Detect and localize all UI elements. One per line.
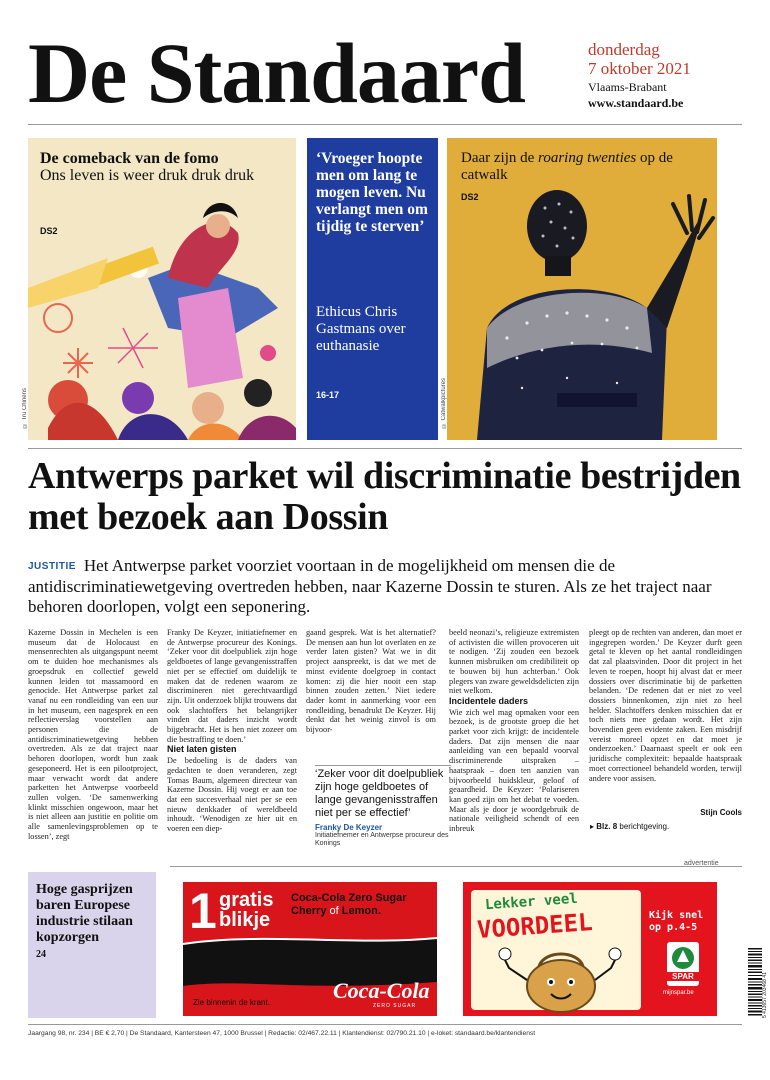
teaser-euthanasie-quote: ‘Vroeger hoopte men om lang te mogen leven. Nu verlangt men om tijdig te sterven’ <box>316 150 428 235</box>
coke-flavour-or: of <box>326 905 342 917</box>
website-link[interactable]: www.standaard.be <box>588 96 684 110</box>
article-col4-text-b: Wie zich wel mag opmaken voor een bezoek, is de grootste groep die het parket voor zich krijgt: de incidentele daders. Dat zijn mensen die naar aanleiding van een bepaald voorval discriminerende uitspraken – haatspraak – doen ten aanzien van bijvoorbeeld huidskleur, geloof of geaardheid. De Keyzer: ‘Polariseren kan goed zijn om het debat te voeden. Maar als je door je woordgebruik de nationale veiligheid schendt of een inbreuk <box>449 707 579 834</box>
teaser-fomo-credit: © Tru Chinens <box>22 388 28 429</box>
spar-slogan-1: Lekker veel <box>484 890 579 914</box>
teaser-catwalk-title-em: roaring twenties <box>538 150 637 166</box>
pullquote-text: ‘Zeker voor dit doelpubliek zijn hoge geldboetes of lange gevangenisstraffen niet per se effectief’ <box>315 768 444 819</box>
article-col1-text: Kazerne Dossin in Mechelen is een museum dat de Holocaust en mensenrechten als uitgangspunt neemt om te duiden hoe mechanismes als groepsdruk en collectief geweld kunnen leiden tot massamoord en genocide. Het Antwerpse parket zal vanaf nu een rondleiding van een uur in het museum, een nagesprek en een reflectieverslag voorstellen aan personen die de antidiscriminatiewetgeving hebben overtreden. Als ze dat traject naar behoren doorlopen, wordt hun zaak geseponeerd. Het is een pilootproject, maar verwacht wordt dat andere parketten het Antwerpse voorbeeld zullen volgen. ‘De samenwerking klinkt misschien ongewoon, maar het is niet alleen aan justitie en politie om alle samenlevingsproblemen op te lossen’, zegt <box>28 628 158 841</box>
teaser-euthanasie-byline: Ethicus Chris Gastmans over euthanasie <box>316 304 406 354</box>
coke-logo: Coca-Cola <box>333 978 430 1003</box>
article-column-5 <box>589 628 742 783</box>
promo-title: Hoge gasprijzen baren Europese industrie stilaan kopzorgen <box>36 882 133 945</box>
issue-day: donderdag <box>588 40 660 59</box>
teaser-catwalk[interactable] <box>441 138 717 440</box>
teaser-divider <box>28 448 742 449</box>
teaser-catwalk-title-pre: Daar zijn de <box>461 150 539 166</box>
pullquote-name: Franky De Keyzer <box>315 823 383 832</box>
spar-site: mijnspar.be <box>663 990 694 996</box>
promo-gasprijzen[interactable] <box>28 872 156 1018</box>
barcode-number: 5 413657 203468 41 <box>762 972 768 1018</box>
coke-product-line1: Coca-Cola Zero Sugar <box>291 892 407 904</box>
article-lead-text: Het Antwerpse parket voorziet voortaan in de mogelijkheid om mensen die de antidiscriminatiewetgeving overtreden hebben, naar Kazerne Dossin te sturen. Als ze het traject naar behoren doorlopen, volgt een seponering. <box>28 556 712 616</box>
article-headline[interactable]: Antwerps parket wil discriminatie bestrijden met bezoek aan Dossin <box>28 455 741 538</box>
coke-number: 1 <box>189 883 217 939</box>
article-pullquote <box>315 765 451 848</box>
article-col2-text-a: Franky De Keyzer, initiatiefnemer en de Antwerpse procureur des Konings. ‘Zeker voor dit doelpubliek zijn hoge geldboetes of lange gevangenisstraffen niet per se effectief om duidelijk te maken dat de redenen waarom ze discrimineren niet gerechtvaardigd zijn. Uit onderzoek blijkt trouwens dat ook slachtoffers het belangrijker vinden dat daders inzicht wordt bijgebracht. Het is hen niet zozeer om die bestraffing te doen.’ <box>167 628 297 744</box>
article-column-2 <box>167 628 297 834</box>
teaser-fomo-kicker: De comeback van de fomo <box>40 150 219 167</box>
teaser-catwalk-section: DS2 <box>461 192 479 202</box>
article-col3-text: gaand gesprek. Wat is het alternatief? De mensen aan hun lot overlaten en ze verder laten gisten? Wat we in dit project aanspreekt, is dat we met de minst evidente doelgroep in contact komen: zij die hier nooit een stap binnen zouden zetten.’ Niet iedere dader komt in aanmerking voor een rondleiding, benadrukt De Keyzer. Hij denkt dat het weinig zinvol is om bijvoor- <box>306 628 436 735</box>
masthead-divider <box>28 124 742 125</box>
article-col4-text-a: beeld neonazi’s, religieuze extremisten of activisten die willen provoceren uit te nodigen. ‘Zij zouden een bezoek kunnen misbruiken om credibiliteit op te bouwen bij hun achterban.’ Ook plegers van zware geweldsdelicten zijn niet welkom. <box>449 628 579 696</box>
teaser-fomo-title: Ons leven is weer druk druk druk <box>40 167 255 184</box>
article-kicker: JUSTITIE <box>28 561 76 572</box>
footer-imprint: Jaargang 98, nr. 234 | BE € 2,70 | De Standaard, Kantersteen 47, 1000 Brussel | Redactie: 02/467.22.11 | Klantendienst: 02/790.21.10 | e-loket: standaard.be/klantendienst <box>28 1030 536 1037</box>
teaser-catwalk-credit: © Catwalkpictures <box>441 378 447 429</box>
coke-flavour-lemon: Lemon. <box>341 905 381 917</box>
see-also-page: Blz. 8 <box>596 822 618 831</box>
coke-logo-sub: ZERO SUGAR <box>373 1003 417 1009</box>
masthead-logo[interactable]: De Standaard <box>28 25 525 121</box>
spar-tree-icon <box>667 944 699 974</box>
article-column-1 <box>28 628 158 841</box>
article-see-also[interactable]: ▸ Blz. 8 berichtgeving. <box>590 822 670 831</box>
issue-date <box>588 40 691 78</box>
coke-blikje: blikje <box>219 909 271 931</box>
spar-cta-2: op p.4-5 <box>649 922 698 933</box>
coke-flavour-cherry: Cherry <box>291 905 327 917</box>
article-column-4 <box>449 628 579 834</box>
teaser-euthanasie-pages: 16-17 <box>316 390 340 400</box>
footer-divider <box>28 1024 742 1025</box>
advert-divider <box>170 866 742 867</box>
teaser-fomo-section: DS2 <box>40 226 58 236</box>
article-lead <box>28 556 742 617</box>
coke-gratis: gratis <box>219 889 274 911</box>
fomo-illustration <box>28 138 296 440</box>
advert-label: advertentie <box>684 860 719 867</box>
teaser-euthanasie[interactable] <box>307 138 438 440</box>
article-col5-text: pleegt op de rechten van anderen, dan moet er ingegrepen worden.’ De Keyzer durft geen getal te kleven op het aantal rondleidingen dat zal plaatsvinden. Door dit project in het leven te roepen, hoopt hij alvast dat er meer dossiers over discriminatie bij de parketten belanden. ‘De redenen dat er niet zo veel dossiers binnenkomen, zijn niet zo heel helder. Slachtoffers denken misschien dat er toch niets mee gedaan wordt. Het zijn bovendien geen evidente zaken. Een misdrijf vereist moreel opzet en dat moet je onderzoeken.’ Daarnaast speelt er ook een juridische complexiteit: bepaalde haatspraak moet correctioneel behandeld worden, terwijl andere voor assisen. <box>589 628 742 783</box>
article-col2-subheading: Niet laten gisten <box>167 744 237 755</box>
article-column-3 <box>306 628 436 735</box>
teaser-fomo[interactable] <box>22 138 296 440</box>
coke-cta: Zie binnenin de krant. <box>193 998 270 1007</box>
article-col2-text-b: De bedoeling is de daders van gedachten te doen veranderen, zegt Tomas Baum, algemeen directeur van Kazerne Dossin. Hij voegt er aan toe dat een succesverhaal niet per se een nieuw denkkader of wereldbeeld inhoudt. ‘Wenodigen ze hier uit en voeren een diep- <box>167 756 297 834</box>
teaser-catwalk-title-post: op de catwalk <box>461 150 673 183</box>
article-col4-subheading: Incidentele daders <box>449 695 529 706</box>
spar-slogan-2: VOORDEEL <box>476 908 594 944</box>
region-label: Vlaams-Brabant <box>588 80 667 94</box>
barcode <box>748 948 768 1018</box>
promo-page: 24 <box>36 949 46 960</box>
spar-purse-mascot <box>493 940 623 1016</box>
spar-logo-box <box>667 942 699 986</box>
catwalk-photo <box>447 138 717 440</box>
spar-cta-1: Kijk snel <box>649 910 704 921</box>
pullquote-role: Initiatiefnemer en Antwerpse procureur des Konings <box>315 832 449 847</box>
spar-logo-text: SPAR <box>667 972 699 981</box>
issue-date-text: 7 oktober 2021 <box>588 59 691 78</box>
spar-cta <box>649 910 703 934</box>
ad-coca-cola[interactable] <box>183 882 437 1016</box>
see-also-text: berichtgeving. <box>619 822 670 831</box>
ad-spar[interactable] <box>463 882 717 1016</box>
article-author: Stijn Cools <box>700 808 742 817</box>
